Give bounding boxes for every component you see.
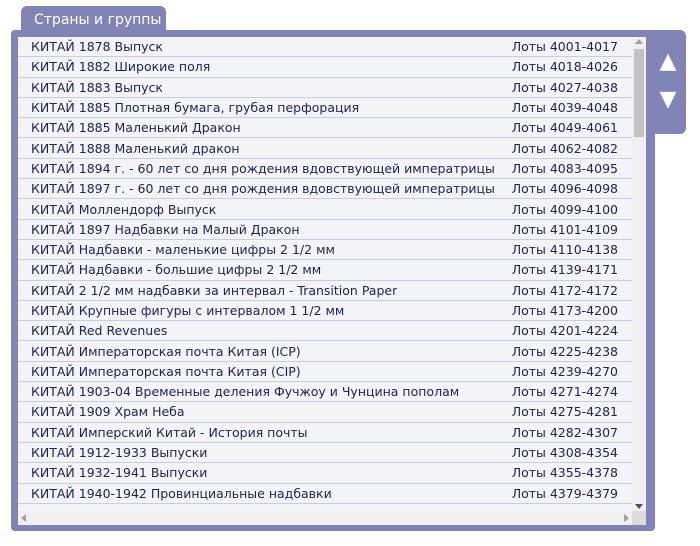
list-item[interactable] (18, 240, 632, 260)
list-item[interactable] (18, 484, 632, 504)
list-item-lots: Лоты 4282-4307 (511, 424, 618, 440)
scrollbar-up-icon[interactable] (635, 39, 643, 44)
list-item-lots: Лоты 4083-4095 (511, 160, 618, 176)
list-item-lots: Лоты 4062-4082 (511, 140, 618, 156)
list-item[interactable] (18, 301, 632, 321)
tab-label: Страны и группы (34, 12, 162, 28)
nav-side-panel (640, 30, 686, 134)
list-item-lots: Лоты 4039-4048 (511, 100, 618, 116)
list-item-lots: Лоты 4275-4281 (511, 404, 618, 420)
scrollbar-thumb[interactable] (634, 49, 644, 137)
list-item-name: КИТАЙ 1897 г. - 60 лет со дня рождения вдовствующей императрицы (31, 181, 495, 197)
list-item[interactable] (18, 341, 632, 361)
list-item-name: КИТАЙ 1894 г. - 60 лет со дня рождения вдовствующей императрицы (31, 160, 495, 176)
list-item[interactable] (18, 423, 632, 443)
list-item[interactable] (18, 179, 632, 199)
list-item-name: КИТАЙ 1909 Храм Неба (31, 404, 185, 420)
list-item[interactable] (18, 321, 632, 341)
list-item-lots: Лоты 4173-4200 (511, 303, 618, 318)
list-item-lots: Лоты 4049-4061 (511, 120, 618, 136)
list-item-name: КИТАЙ Надбавки - маленькие цифры 2 1/2 мм (31, 242, 335, 258)
list-item[interactable] (18, 362, 632, 382)
list-item-name: КИТАЙ Red Revenues (31, 323, 168, 339)
list-item-lots: Лоты 4225-4238 (511, 343, 618, 359)
vertical-scrollbar[interactable] (632, 37, 646, 511)
list-item-name: КИТАЙ 1888 Маленький дракон (31, 140, 240, 156)
list-item[interactable] (18, 402, 632, 422)
list-item-name: КИТАЙ Императорская почта Китая (CIP) (31, 363, 301, 379)
list-item-name: КИТАЙ 1883 Выпуск (31, 79, 163, 95)
list-item-lots: Лоты 4099-4100 (511, 201, 618, 217)
list-item-lots: Лоты 4101-4109 (511, 221, 618, 237)
list-item[interactable] (18, 382, 632, 402)
list-item[interactable] (18, 281, 632, 301)
scroll-up-arrow-icon[interactable]: ▲ (659, 49, 677, 74)
list-item[interactable] (18, 78, 632, 98)
list-item-lots: Лоты 4096-4098 (511, 181, 618, 197)
list-item-name: КИТАЙ 1940-1942 Провинциальные надбавки (31, 485, 332, 501)
groups-list (18, 37, 632, 504)
list-item-name: КИТАЙ Крупные фигуры с интервалом 1 1/2 мм (31, 303, 345, 318)
list-item[interactable] (18, 443, 632, 463)
list-item-lots: Лоты 4027-4038 (511, 79, 618, 95)
list-item[interactable] (18, 220, 632, 240)
list-item[interactable] (18, 199, 632, 219)
list-item-name: КИТАЙ 1885 Маленький Дракон (31, 120, 241, 136)
list-item-lots: Лоты 4355-4378 (511, 465, 618, 481)
list-item-name: КИТАЙ Надбавки - большие цифры 2 1/2 мм (31, 262, 322, 278)
list-item-lots: Лоты 4110-4138 (511, 242, 618, 258)
list-item-lots: Лоты 4172-4172 (511, 282, 618, 298)
list-item-lots: Лоты 4001-4017 (511, 39, 618, 55)
list-item[interactable] (18, 260, 632, 280)
scrollbar-down-icon[interactable] (635, 504, 643, 509)
list-item-name: КИТАЙ 1903-04 Временные деления Фучжоу и Чунцина пополам (31, 384, 460, 400)
list-item[interactable] (18, 98, 632, 118)
groups-listbox[interactable] (18, 37, 646, 525)
list-item[interactable] (18, 118, 632, 138)
list-item-name: КИТАЙ 1932-1941 Выпуски (31, 465, 208, 481)
list-item-name: КИТАЙ 2 1/2 мм надбавки за интервал - Transition Paper (31, 282, 398, 298)
list-item-name: КИТАЙ 1885 Плотная бумага, грубая перфорация (31, 100, 360, 116)
list-item-name: КИТАЙ 1878 Выпуск (31, 39, 163, 55)
scrollbar-right-icon[interactable] (624, 514, 629, 522)
list-item[interactable] (18, 138, 632, 158)
list-item-name: КИТАЙ Моллендорф Выпуск (31, 201, 217, 217)
list-item[interactable] (18, 463, 632, 483)
horizontal-scrollbar[interactable] (18, 511, 632, 525)
scrollbar-left-icon[interactable] (21, 514, 26, 522)
list-item-lots: Лоты 4201-4224 (511, 323, 618, 339)
list-item-lots: Лоты 4308-4354 (511, 445, 618, 461)
list-item-name: КИТАЙ Имперский Китай - История почты (31, 424, 308, 440)
list-item[interactable] (18, 57, 632, 77)
list-item-name: КИТАЙ 1882 Широкие поля (31, 59, 211, 75)
scrollbar-corner (632, 511, 646, 525)
list-item-lots: Лоты 4018-4026 (511, 59, 618, 75)
list-item[interactable] (18, 37, 632, 57)
list-item-name: КИТАЙ Императорская почта Китая (ICP) (31, 343, 301, 359)
list-item-lots: Лоты 4239-4270 (511, 363, 618, 379)
scroll-down-arrow-icon[interactable]: ▼ (659, 87, 677, 112)
list-item-lots: Лоты 4139-4171 (511, 262, 618, 278)
list-item[interactable] (18, 159, 632, 179)
list-item-name: КИТАЙ 1912-1933 Выпуски (31, 445, 208, 461)
list-item-name: КИТАЙ 1897 Надбавки на Малый Дракон (31, 221, 300, 237)
list-item-lots: Лоты 4271-4274 (511, 384, 618, 400)
list-item-lots: Лоты 4379-4379 (511, 485, 618, 501)
